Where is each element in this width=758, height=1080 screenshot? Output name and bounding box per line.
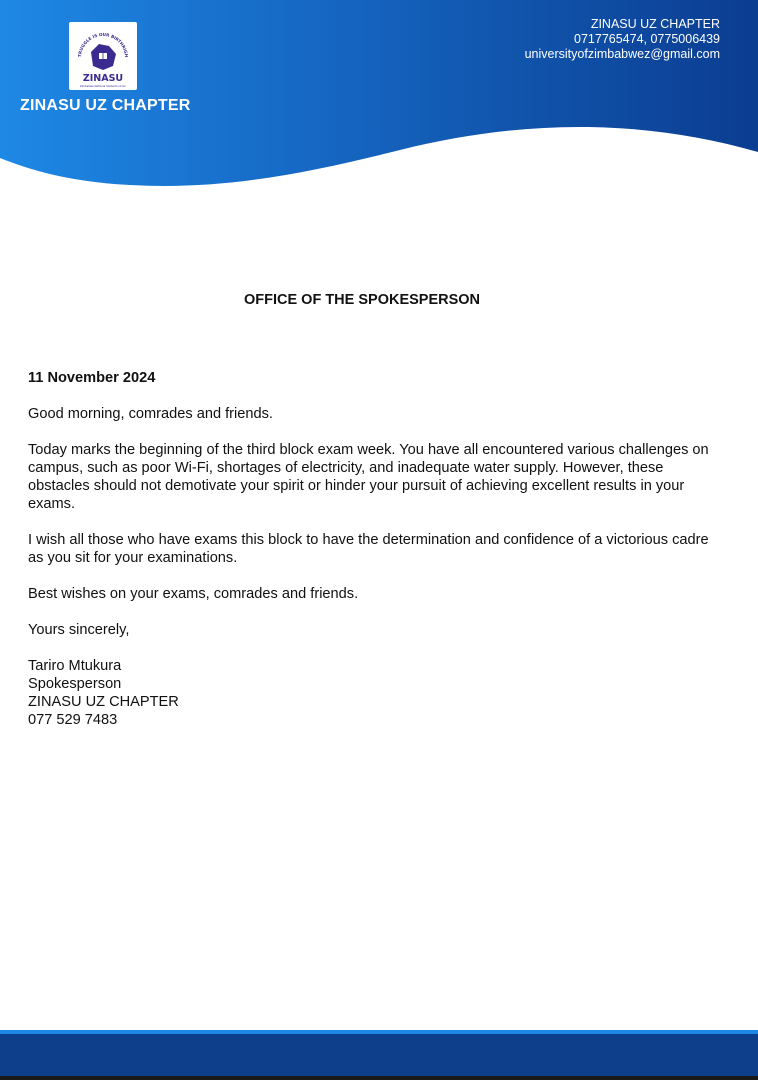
footer-edge: [0, 1076, 758, 1080]
letter-paragraph-1: Today marks the beginning of the third block exam week. You have all encountered various challenges on campus, such as poor Wi-Fi, shortages of electricity, and inadequate water supply. However, these obstacles should not demotivate your spirit or hinder your pursuit of achieving excellent results in your exams.: [28, 442, 709, 512]
document-heading: OFFICE OF THE SPOKESPERSON: [243, 292, 481, 308]
contact-phones: 0717765474, 0775006439: [574, 32, 720, 46]
signature-title: Spokesperson: [28, 676, 122, 692]
signature-name: Tariro Mtukura: [28, 658, 122, 674]
letter-closing-wish: Best wishes on your exams, comrades and friends.: [28, 586, 359, 602]
logo-name: ZINASU: [82, 73, 124, 84]
footer-bar: [0, 1034, 758, 1076]
contact-block: [525, 17, 720, 62]
logo-subtext: Zimbabwe National Students Union: [80, 85, 126, 88]
letter-sign-off: Yours sincerely,: [28, 622, 130, 638]
org-title: ZINASU UZ CHAPTER: [20, 97, 191, 114]
letter-body: [28, 369, 728, 747]
letter-paragraph-2: I wish all those who have exams this block to have the determination and confidence of a victorious cadre as you sit for your examinations.: [28, 532, 709, 566]
signature-organization: ZINASU UZ CHAPTER: [28, 694, 179, 710]
zinasu-logo: [69, 22, 137, 90]
signature-phone: 077 529 7483: [28, 712, 118, 728]
letter-date: 11 November 2024: [28, 370, 156, 386]
letter-greeting: Good morning, comrades and friends.: [28, 406, 273, 422]
signature-block: [28, 657, 728, 729]
logo-motto: TRUGGLE IS OUR BIRTHRIGH: [76, 31, 130, 58]
zinasu-logo-icon: [69, 22, 137, 90]
contact-org: ZINASU UZ CHAPTER: [590, 17, 720, 31]
contact-email[interactable]: universityofzimbabwez@gmail.com: [524, 47, 720, 61]
